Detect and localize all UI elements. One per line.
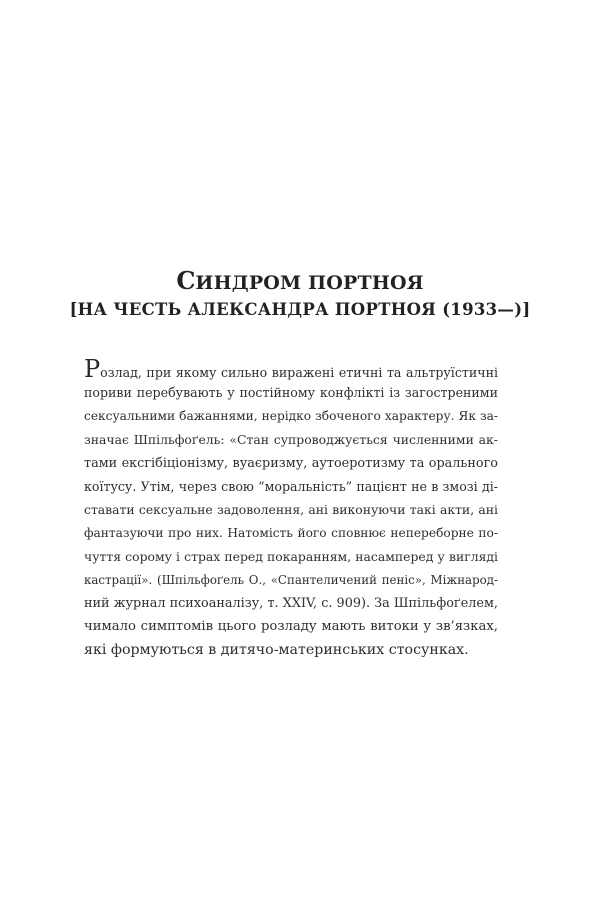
paragraph-line-1 [84, 355, 498, 383]
paragraph-line-4: значає Шпільфоґель: «Стан супроводжується численними ак- [84, 432, 498, 448]
paragraph-line-1-text: озлад, при якому сильно виражені етичні та альтруїстичні [100, 365, 498, 380]
paragraph-line-11: ний журнал психоаналізу, т. XXIV, с. 909). За Шпільфоґелем, [84, 595, 498, 611]
paragraph-line-10: кастрації». (Шпільфоґель О., «Спантеличений пеніс», Міжнарод- [84, 572, 498, 587]
paragraph-line-2: пориви перебувають у постійному конфлікті із загостреними [84, 385, 498, 401]
chapter-title [0, 266, 600, 298]
paragraph-line-6: коїтусу. Утім, через свою “моральність” пацієнт не в змозі ді- [84, 478, 498, 494]
chapter-title-rest: ИНДРОМ ПОРТНОЯ [195, 272, 424, 294]
paragraph-line-12: чимало симптомів цього розладу мають витоки у зв’язках, [84, 619, 498, 635]
chapter-subtitle: [НА ЧЕСТЬ АЛЕКСАНДРА ПОРТНОЯ (1933—)] [69, 300, 531, 319]
paragraph-line-8: фантазуючи про них. Натомість його сповнює непереборне по- [84, 525, 498, 540]
drop-cap-letter: Р [84, 355, 101, 383]
paragraph-line-3: сексуальними бажаннями, нерідко збоченого характеру. Як за- [84, 408, 498, 423]
paragraph-line-5: тами ексгібіціонізму, вуаєризму, аутоеротизму та орального [84, 455, 498, 471]
paragraph-line-9: чуття сорому і страх перед покаранням, насамперед у вигляді [84, 549, 498, 565]
paragraph-line-13: які формуються в дитячо-материнських стосунках. [84, 641, 469, 658]
paragraph-line-7: ставати сексуальне задоволення, ані виконуючи такі акти, ані [84, 502, 498, 518]
chapter-title-initial: С [176, 266, 196, 295]
body-paragraph [84, 355, 498, 662]
